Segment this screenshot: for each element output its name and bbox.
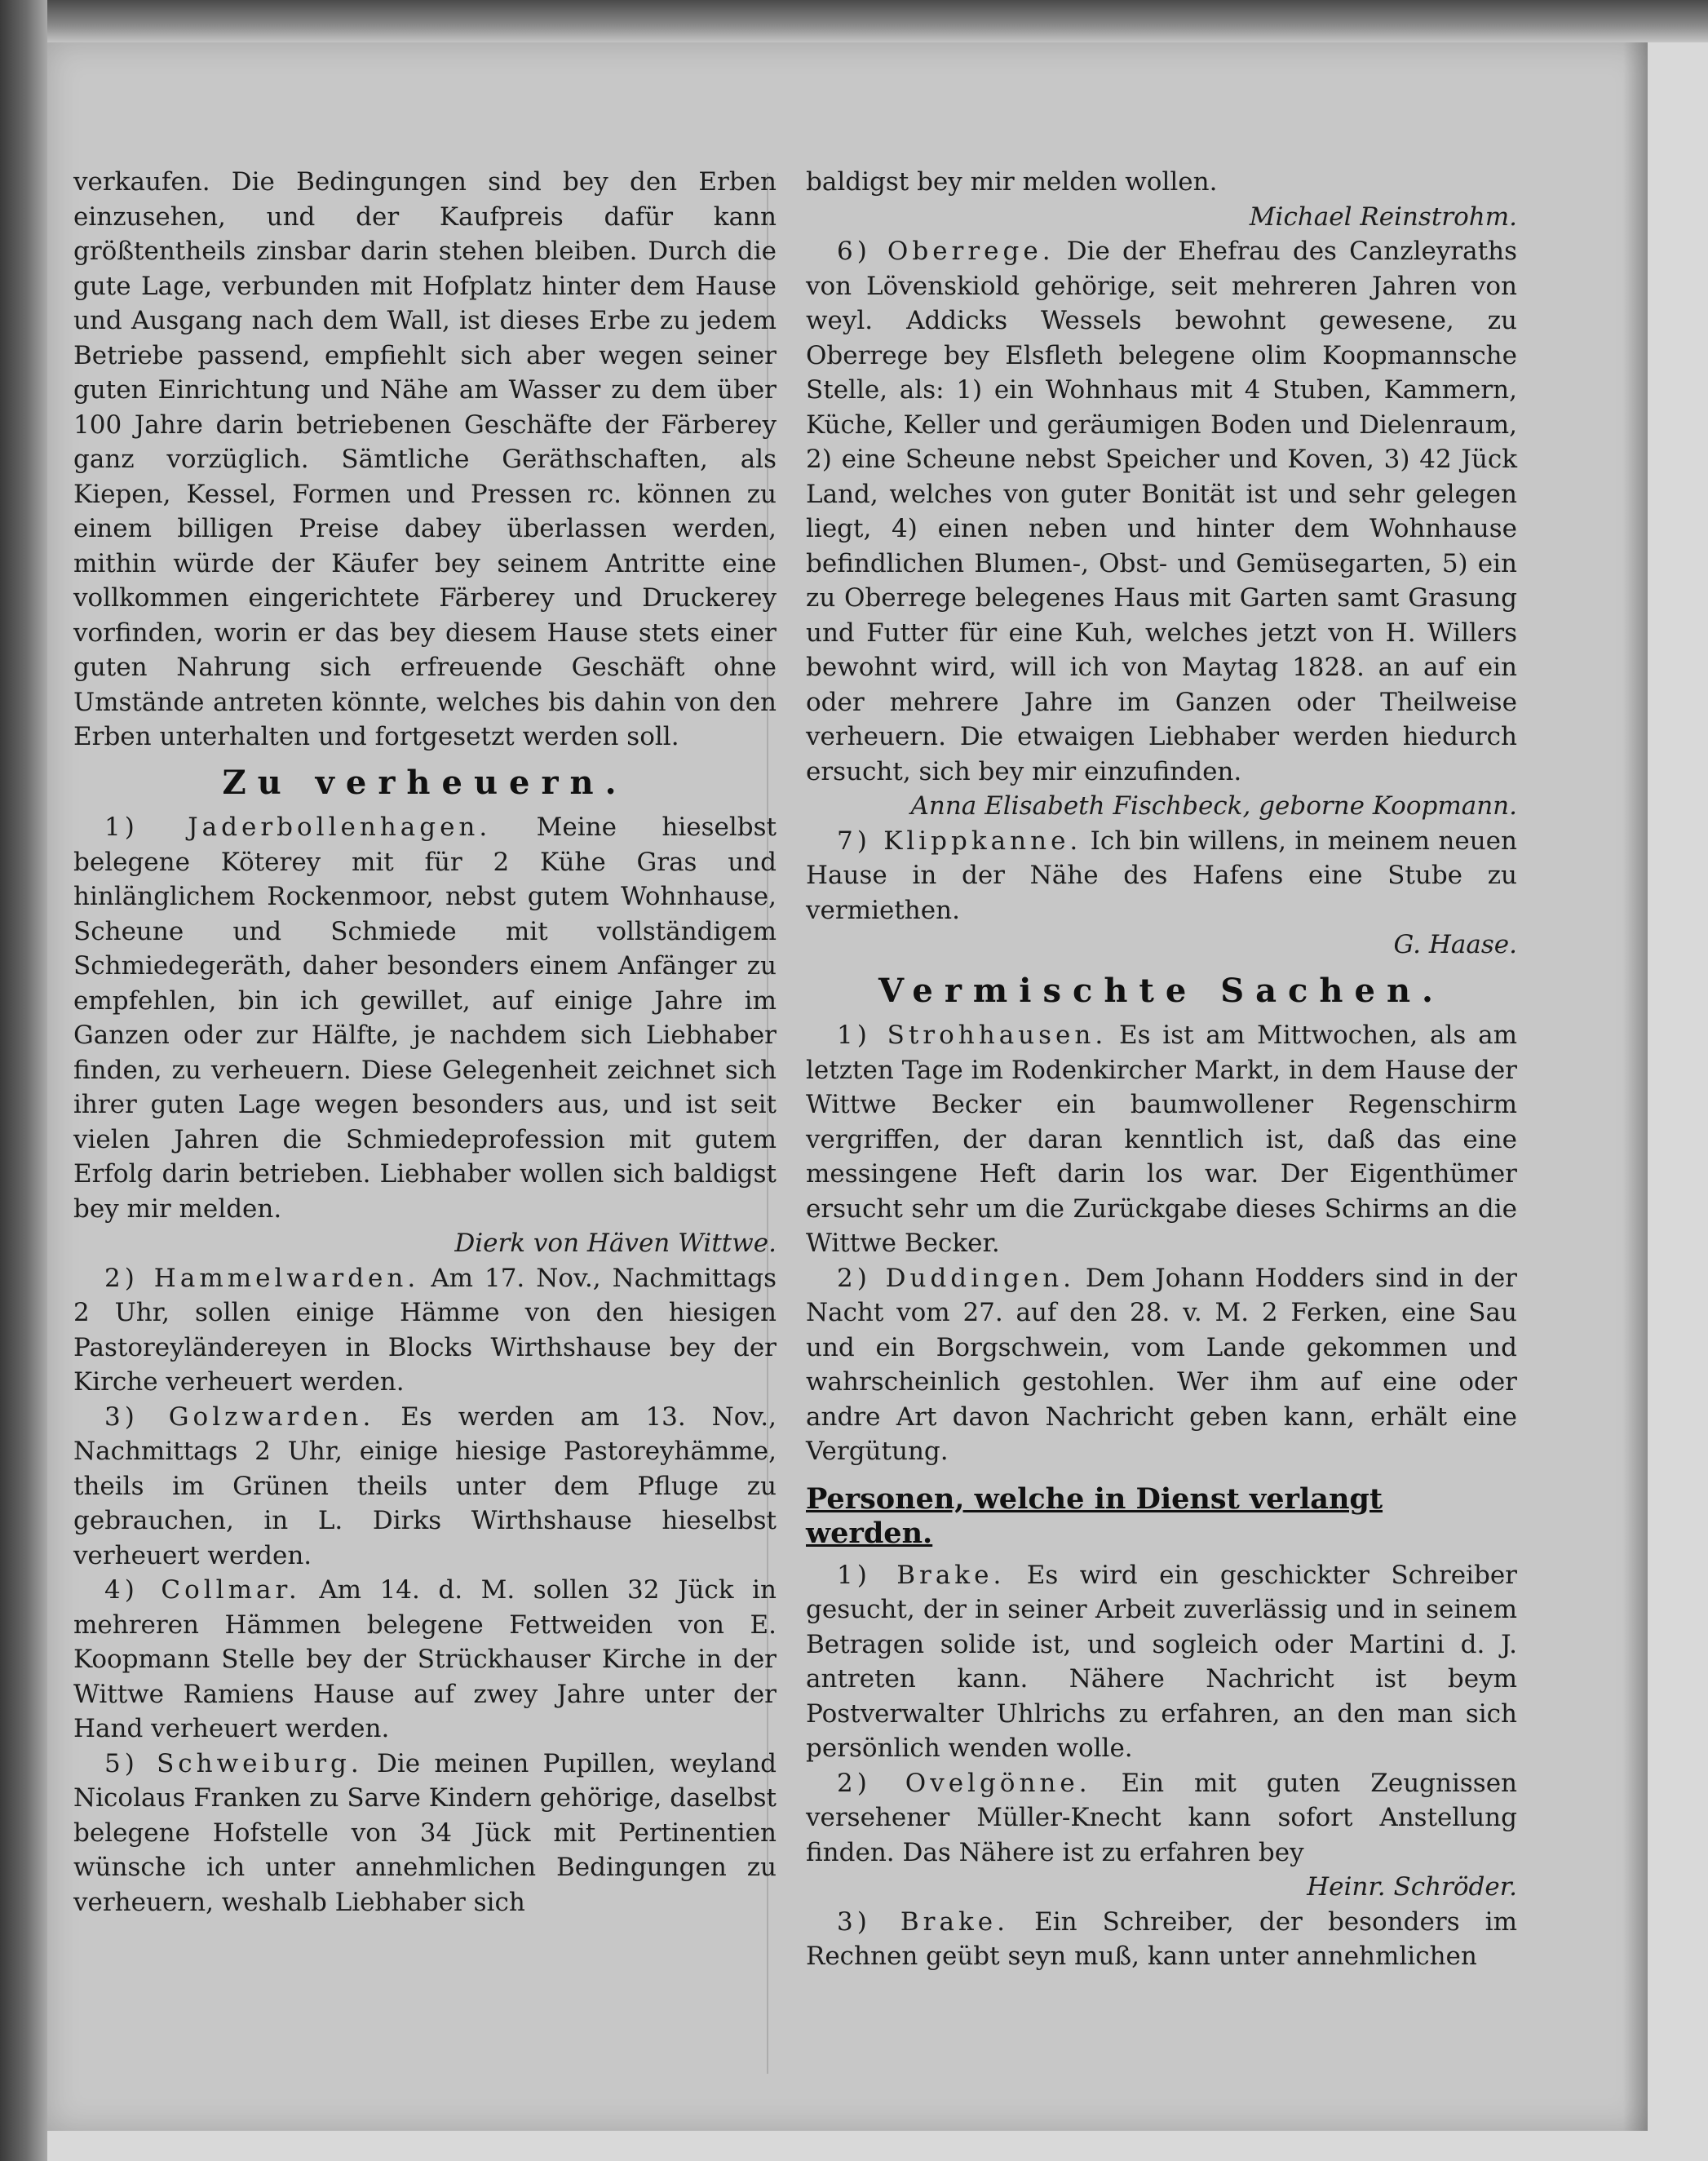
notice-text: Am 17. Nov., Nachmittags 2 Uhr, sollen einige Hämme von den hiesigen Pastoreyländereyen in Blocks Wirthshause bey der Kirche verheuert werden. bbox=[73, 1263, 777, 1397]
notice-signature: Michael Reinstrohm. bbox=[1249, 201, 1517, 232]
paragraph-continued: baldigst bey mir melden wollen. bbox=[806, 167, 1218, 197]
notice-place: 1) Jaderbollenhagen. bbox=[104, 813, 492, 842]
page-shadow bbox=[1623, 42, 1648, 2131]
right-column bbox=[806, 165, 1517, 1974]
notice-item bbox=[73, 1573, 777, 1747]
notice-place: 5) Schweiburg. bbox=[104, 1748, 363, 1778]
notice-signature: Anna Elisabeth Fischbeck, geborne Koopmann. bbox=[910, 791, 1517, 821]
notice-item bbox=[73, 1400, 777, 1574]
notice-item bbox=[73, 810, 777, 1226]
notice-place: 2) Duddingen. bbox=[837, 1263, 1076, 1293]
notice-item bbox=[806, 824, 1517, 928]
notice-signature: Heinr. Schröder. bbox=[1307, 1872, 1517, 1902]
notice-place: 2) Ovelgönne. bbox=[837, 1768, 1091, 1798]
notice-text: Ein Schreiber, der besonders im Rechnen geübt seyn muß, kann unter annehmlichen bbox=[806, 1906, 1517, 1971]
section-heading-vermischte-sachen: Vermischte Sachen. bbox=[878, 971, 1445, 1010]
newspaper-page bbox=[47, 42, 1648, 2131]
notice-text: Ich bin willens, in meinem neuen Hause in der Nähe des Hafens eine Stube zu vermiethen. bbox=[806, 826, 1517, 925]
paragraph-continued: verkaufen. Die Bedingungen sind bey den Erben einzusehen, und der Kaufpreis dafür kann größtentheils zinsbar darin stehen bleiben. Durch die gute Lage, verbunden mit Hofplatz hinter dem Hause und Ausgang nach dem Wall, ist dieses Erbe zu jedem Betriebe passend, empfiehlt sich aber wegen seiner guten Einrichtung und Nähe am Wasser zu dem über 100 Jahre darin betriebenen Geschäfte der Färberey ganz vorzüglich. Sämtliche Geräthschaften, als Kiepen, Kessel, Formen und Pressen rc. können zu einem billigen Preise dabey überlassen werden, mithin würde der Käufer bey seinem Antritte eine vollkommen eingerichtete Färberey und Druckerey vorfinden, worin er das bey diesem Hause stets einer guten Nahrung sich erfreuende Geschäft ohne Umstände antreten könnte, welches bis dahin von den Erben unterhalten und fortgesetzt werden soll. bbox=[73, 167, 777, 751]
notice-text: Ein mit guten Zeugnissen versehener Müller-Knecht kann sofort Anstellung finden. Das Nähere ist zu erfahren bey bbox=[806, 1768, 1518, 1867]
notice-item bbox=[806, 1766, 1517, 1871]
notice-place: 2) Hammelwarden. bbox=[104, 1263, 420, 1293]
notice-text: Es ist am Mittwochen, als am letzten Tage im Rodenkircher Markt, in dem Hause der Wittwe Becker ein baumwollener Regenschirm vergriffen, der daran kenntlich ist, daß das eine messingene Heft darin los war. Der Eigenthümer ersucht sehr um die Zurückgabe dieses Schirms an die Wittwe Becker. bbox=[806, 1021, 1517, 1258]
section-heading-zu-verheuern: Zu verheuern. bbox=[222, 763, 628, 802]
notice-item bbox=[806, 1261, 1517, 1469]
notice-signature: Dierk von Häven Wittwe. bbox=[454, 1229, 777, 1258]
notice-text: Die meinen Pupillen, weyland Nicolaus Franken zu Sarve Kindern gehörige, daselbst belegene Hofstelle von 34 Jück mit Pertinentien wünsche ich unter annehmlichen Bedingungen zu verheuern, weshalb Liebhaber sich bbox=[73, 1748, 777, 1917]
notice-signature: G. Haase. bbox=[1393, 930, 1517, 959]
notice-text: Es wird ein geschickter Schreiber gesucht, der in seiner Arbeit zuverlässig und in seinem Betragen solide ist, und sogleich oder Martini d. J. antreten kann. Nähere Nachricht ist beym Postverwalter Uhlrichs zu erfahren, an den man sich persönlich wenden wolle. bbox=[806, 1560, 1517, 1763]
notice-place: 1) Strohhausen. bbox=[837, 1021, 1108, 1050]
notice-text: Die der Ehefrau des Canzleyraths von Lövenskiold gehörige, seit mehreren Jahren von weyl. Addicks Wessels bewohnt gewesene, zu Oberrege bey Elsfleth belegene olim Koopmannsche Stelle, als: 1) ein Wohnhaus mit 4 Stuben, Kammern, Küche, Keller und geräumigen Boden und Dielenraum, 2) eine Scheune nebst Speicher und Koven, 3) 42 Jück Land, welches von guter Bonität ist und sehr gelegen liegt, 4) einen neben und hinter dem Wohnhause befindlichen Blumen-, Obst- und Gemüsegarten, 5) ein zu Oberrege belegenes Haus mit Garten samt Grasung und Futter für eine Kuh, welches jetzt von H. Willers bewohnt wird, will ich von Maytag 1828. an auf ein oder mehrere Jahre im Ganzen oder Theilweise verheuern. Die etwaigen Liebhaber werden hiedurch ersucht, sich bey mir einzufinden. bbox=[806, 237, 1517, 786]
notice-text: Dem Johann Hodders sind in der Nacht vom 27. auf den 28. v. M. 2 Ferken, eine Sau und ein Borgschwein, vom Lande gekommen und wahrscheinlich gestohlen. Wer ihm auf eine oder andre Art davon Nachricht geben kann, erhält eine Vergütung. bbox=[806, 1263, 1517, 1466]
notice-text: Es werden am 13. Nov., Nachmittags 2 Uhr, einige hiesige Pastoreyhämme, theils im Grünen theils unter dem Pfluge zu gebrauchen, in L. Dirks Wirthshause hieselbst verheuert werden. bbox=[73, 1402, 777, 1570]
notice-item bbox=[73, 1261, 777, 1400]
notice-place: 7) Klippkanne. bbox=[837, 826, 1082, 856]
notice-text: Meine hieselbst belegene Köterey mit für 2 Kühe Gras und hinlänglichem Rockenmoor, nebst gutem Wohnhause, Scheune und Schmiede mit vollständigem Schmiedegeräth, daher besonders einem Anfänger zu empfehlen, bin ich gewillet, auf einige Jahre im Ganzen oder zur Hälfte, je nachdem sich Liebhaber finden, zu verheuern. Diese Gelegenheit zeichnet sich ihrer guten Lage wegen besonders aus, und ist seit vielen Jahren die Schmiedeprofession mit gutem Erfolg darin betrieben. Liebhaber wollen sich baldigst bey mir melden. bbox=[73, 813, 777, 1224]
notice-place: 1) Brake. bbox=[837, 1560, 1006, 1590]
scan-border-left bbox=[0, 0, 47, 2161]
scan-border-top bbox=[0, 0, 1708, 42]
notice-item bbox=[806, 1018, 1517, 1261]
notice-place: 6) Oberrege. bbox=[837, 237, 1055, 266]
notice-place: 3) Golzwarden. bbox=[104, 1402, 375, 1432]
notice-item bbox=[806, 234, 1517, 789]
section-heading-personen: Personen, welche in Dienst verlangt werden. bbox=[806, 1481, 1383, 1550]
notice-item bbox=[806, 1905, 1517, 1974]
notice-text: Am 14. d. M. sollen 32 Jück in mehreren Hämmen belegene Fettweiden von E. Koopmann Stelle bey der Strückhauser Kirche in der Wittwe Ramiens Hause auf zwey Jahre unter der Hand verheuert werden. bbox=[73, 1575, 777, 1743]
notice-item bbox=[73, 1747, 777, 1920]
left-column bbox=[73, 165, 777, 1920]
notice-place: 4) Collmar. bbox=[104, 1575, 301, 1605]
notice-item bbox=[806, 1558, 1517, 1766]
notice-place: 3) Brake. bbox=[837, 1906, 1009, 1937]
